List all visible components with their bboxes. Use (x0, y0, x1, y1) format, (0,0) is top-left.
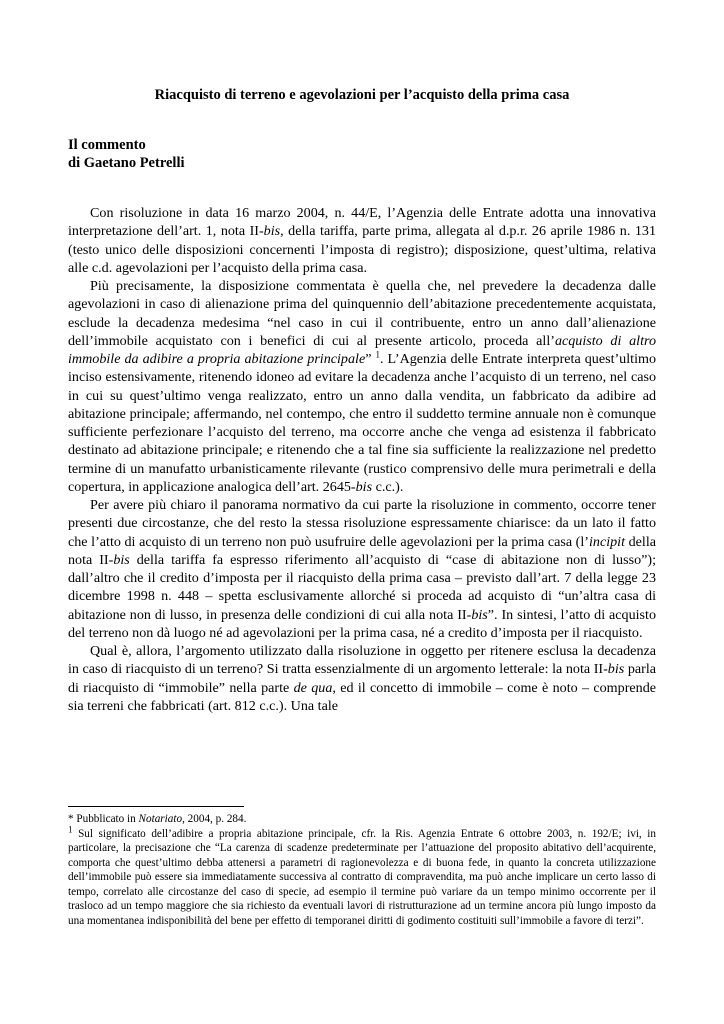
paragraph-1-italic: bis (263, 223, 281, 240)
paragraph-2-italic-b: bis (355, 478, 373, 495)
paragraph-2 (68, 277, 656, 496)
footnote-star-italic: Notariato (138, 813, 183, 825)
paragraph-3-italic-a: incipit (588, 533, 625, 550)
paragraph-3-italic-c: bis (471, 606, 488, 623)
paragraph-2-text-d: c.c.). (372, 478, 404, 495)
paragraph-4 (68, 642, 656, 715)
paragraph-3-italic-b: bis (113, 551, 130, 568)
comment-heading: Il commento (68, 137, 146, 153)
paragraph-4-italic-a: bis (607, 661, 625, 678)
footnotes (68, 812, 656, 928)
paragraph-2-text-c: . L’Agenzia delle Entrate interpreta quest’ultimo inciso estensivamente, ritenendo idoneo ad evitare la decadenza anche l’acquisto di un terreno, nel caso in cui su quest’ultimo venga realizzato, entro un anno dalla vendita, un fabbricato da adibire ad abitazione principale; affermando, nel contempo, che entro il suddetto termine annuale non è comunque sufficiente perfezionare l’acquisto del terreno, ma occorre anche che venga ad esistenza il fabbricato destinato ad abitazione principale; e ritenendo che a tal fine sia sufficiente la realizzazione nel predetto termine di un manufatto urbanisticamente rilevante (rustico comprensivo delle mura perimetrali e della copertura, in applicazione analogica dell’art. 2645- (68, 351, 656, 495)
paragraph-1-text-b: , della tariffa, parte prima, allegata al d.p.r. 26 aprile 1986 n. 131 (testo unico delle disposizioni concernenti l’imposta di registro); disposizione, quest’ultima, relativa alle c.d. agevolazioni per l’acquisto della prima casa. (68, 223, 656, 276)
footnote-star-text-b: , 2004, p. 284. (182, 813, 247, 825)
paragraph-3-text-a: Per avere più chiaro il panorama normativo da cui parte la risoluzione in commento, occorre tener presenti due circostanze, che del resto la stessa risoluzione espressamente chiarisce: da un lato il fatto che l’atto di acquisto di un terreno non può usufruire delle agevolazioni per la prima casa (l’ (68, 497, 656, 550)
footnote-ref-1[interactable]: 1 (375, 349, 380, 360)
footnote-1-text: Sul significato dell’adibire a propria abitazione principale, cfr. la Ris. Agenzia Entrate 6 ottobre 2003, n. 192/E; ivi, in particolare, la precisazione che “La carenza di scadenze predeterminate per l’attuazione del proposito abitativo dell’acquirente, comporta che quest’ultimo debba attenersi a parametri di ragionevolezza e di buona fede, in quanto la concreta utilizzazione dell’immobile può essere sia immediatamente successiva al contratto di compravendita, ma può anche implicare un certo lasso di tempo, correlato alle circostanze del caso di specie, ad esempio il termine può variare da un tempo minimo occorrente per il trasloco ad un tempo maggiore che sia richiesto da eventuali lavori di ristrutturazione ad un termine ancora più lungo imposto da una momentanea indisponibilità del bene per effetto di temporanei diritti di godimento costituiti sull’immobile a favore di terzi”. (68, 827, 656, 927)
paragraph-2-text-a: Più precisamente, la disposizione commentata è quella che, nel prevedere la decadenza dalle agevolazioni in caso di alienazione prima del quinquennio dell’abitazione precedentemente acquistata, esclude la decadenza medesima “nel caso in cui il contribuente, entro un anno dall’alienazione dell’immobile acquistato con i benefici di cui al presente articolo, proceda all’ (68, 278, 656, 349)
document-title: Riacquisto di terreno e agevolazioni per l’acquisto della prima casa (154, 87, 570, 103)
author-name: di Gaetano Petrelli (68, 155, 185, 171)
paragraph-1-text-a: Con risoluzione in data 16 marzo 2004, n. 44/E, l’Agenzia delle Entrate adotta una innovativa interpretazione dell’art. 1, nota II- (68, 205, 656, 240)
paragraph-3-text-b: della nota II- (68, 533, 656, 568)
paragraph-3 (68, 496, 656, 642)
article-body (68, 204, 656, 715)
paragraph-3-text-d: ”. In sintesi, l’atto di acquisto del terreno non dà luogo né ad agevolazioni per la prima casa, né a credito d’imposta per il riacquisto. (68, 606, 656, 641)
footnote-divider (68, 806, 244, 807)
paragraph-2-text-b: ” (365, 351, 376, 367)
paragraph-3-text-c: della tariffa fa espresso riferimento all’acquisto di “case di abitazione non di lusso”); dall’altro che il credito d’imposta per il riacquisto della prima casa – previsto dall’art. 7 della legge 23 dicembre 1998 n. 448 – spetta esclusivamente allorché si proceda ad acquisto di “un’altra casa di abitazione non di lusso, in presenza delle condizioni di cui alla nota II- (68, 551, 656, 623)
paragraph-4-text-a: Qual è, allora, l’argomento utilizzato dalla risoluzione in oggetto per ritenere esclusa la decadenza in caso di riacquisto di un terreno? Si tratta essenzialmente di un argomento letterale: la nota II- (68, 643, 656, 678)
footnote-star-text-a: * Pubblicato in (68, 813, 139, 825)
paragraph-4-text-c: , ed il concetto di immobile – come è noto – comprende sia terreni che fabbricati (art. 812 c.c.). Una tale (68, 679, 656, 714)
footnote-1 (68, 823, 656, 929)
author-block (68, 136, 185, 172)
footnote-publication (68, 812, 656, 827)
paragraph-2-italic-a: acquisto di altro immobile da adibire a propria abitazione principale (68, 332, 657, 367)
paragraph-4-text-b: parla di riacquisto di “immobile” nella parte (68, 661, 656, 696)
paragraph-4-italic-b: de qua (293, 679, 333, 696)
paragraph-1 (68, 204, 656, 277)
footnote-1-marker: 1 (68, 823, 73, 834)
